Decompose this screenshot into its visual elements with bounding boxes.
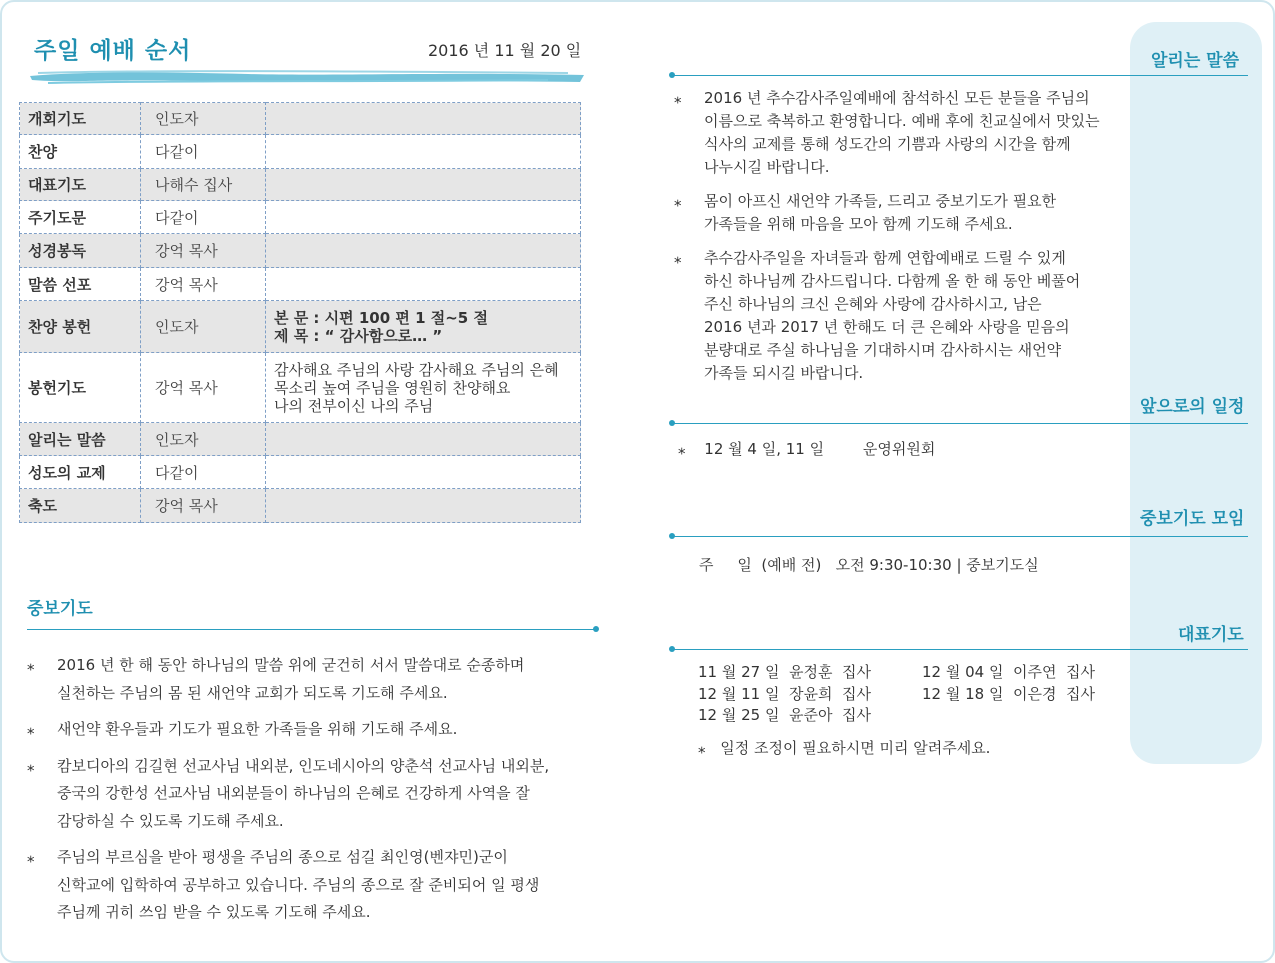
list-item-line: 하신 하나님께 감사드립니다. 다함께 올 한 해 동안 베풀어 [704, 272, 1081, 290]
bullet-star-icon: ⁎ [27, 848, 35, 866]
bullet-star-icon: ⁎ [27, 656, 35, 674]
rep-prayer-entry: 12 월 04 일 이주연 집사 [922, 663, 1095, 681]
list-item [674, 247, 1129, 385]
service-date: 2016 년 11 월 20 일 [428, 41, 582, 60]
order-leader: 강억 목사 [141, 268, 266, 301]
order-note-line: 본 문 : 시편 100 편 1 절~5 절 [274, 308, 488, 327]
list-item-line: 분량대로 주실 하나님을 기대하시며 감사하시는 새언약 [704, 341, 1062, 359]
announcements-rule [672, 75, 1248, 76]
list-item-line: 식사의 교제를 통해 성도간의 기쁨과 사랑의 시간을 함께 [704, 135, 1071, 153]
intercession-title: 중보기도 [27, 599, 93, 619]
rep-prayer-entry: 12 월 18 일 이은경 집사 [922, 684, 1095, 703]
list-item-line: 새언약 환우들과 기도가 필요한 가족들을 위해 기도해 주세요. [57, 720, 458, 738]
list-item-line: 중국의 강한성 선교사님 내외분들이 하나님의 은혜로 건강하게 사역을 잘 [57, 784, 530, 802]
list-item [674, 190, 1129, 236]
rep-prayer-column-right [922, 662, 1095, 705]
order-leader: 인도자 [141, 301, 266, 353]
prayer-meeting-rule [672, 536, 1248, 537]
upcoming-rule [672, 423, 1248, 424]
order-item: 성경봉독 [20, 234, 141, 268]
order-row [20, 301, 581, 353]
rep-prayer-note: ⁎ 일정 조정이 필요하시면 미리 알려주세요. [698, 739, 991, 757]
order-leader: 다같이 [141, 135, 266, 169]
intercession-rule [27, 629, 596, 630]
order-row [20, 234, 581, 268]
list-item-line: 캄보디아의 김길현 선교사님 내외분, 인도네시아의 양춘석 선교사님 내외분, [57, 756, 550, 775]
bullet-star-icon: ⁎ [698, 739, 706, 757]
bullet-star-icon: ⁎ [674, 249, 682, 267]
order-note [266, 423, 581, 456]
order-item: 개회기도 [20, 103, 141, 135]
order-leader: 나해수 집사 [141, 169, 266, 201]
order-note-line: 목소리 높여 주님을 영원히 찬양해요 [274, 378, 511, 397]
upcoming-item [678, 438, 935, 459]
intercession-list [27, 652, 597, 927]
rep-prayer-entry: 12 월 25 일 윤준아 집사 [698, 706, 871, 724]
order-note [266, 169, 581, 201]
announcements-list [674, 87, 1129, 385]
bullet-star-icon: ⁎ [674, 192, 682, 210]
order-leader: 강억 목사 [141, 489, 266, 523]
list-item-line: 가족들을 위해 마음을 모아 함께 기도해 주세요. [704, 215, 1013, 233]
list-item-line: 몸이 아프신 새언약 가족들, 드리고 중보기도가 필요한 [704, 192, 1057, 210]
list-item [674, 87, 1129, 179]
order-item: 성도의 교제 [20, 456, 141, 489]
intercession-rule-dot [593, 626, 599, 632]
rep-prayer-title: 대표기도 [1178, 625, 1244, 645]
rep-prayer-column-left [698, 662, 871, 727]
prayer-meeting-info: 주 일 (예배 전) 오전 9:30-10:30 | 중보기도실 [699, 556, 1039, 574]
list-item-line: 2016 년과 2017 년 한해도 더 큰 은혜와 사랑을 믿음의 [704, 318, 1070, 336]
rep-prayer-rule [672, 649, 1248, 650]
announcements-rule-dot [669, 72, 675, 78]
order-item: 봉헌기도 [20, 353, 141, 423]
order-note-line: 나의 전부이신 나의 주님 [274, 396, 434, 415]
order-note [266, 301, 581, 353]
list-item [27, 753, 597, 836]
order-leader: 다같이 [141, 456, 266, 489]
order-note-line: 감사해요 주님의 사랑 감사해요 주님의 은혜 [274, 360, 559, 379]
order-note [266, 103, 581, 135]
brush-stroke-decoration [28, 68, 586, 86]
order-note [266, 135, 581, 169]
list-item-line: 나누시길 바랍니다. [704, 158, 830, 176]
prayer-meeting-title: 중보기도 모임 [1140, 509, 1245, 529]
upcoming-event: 운영위원회 [862, 440, 936, 458]
order-row [20, 201, 581, 234]
bullet-star-icon: ⁎ [27, 756, 35, 775]
order-row [20, 268, 581, 301]
upcoming-rule-dot [669, 420, 675, 426]
list-item-line: 추수감사주일을 자녀들과 함께 연합예배로 드릴 수 있게 [704, 249, 1066, 267]
list-item-line: 이름으로 축복하고 환영합니다. 예배 후에 친교실에서 맛있는 [704, 112, 1100, 130]
order-leader: 강억 목사 [141, 353, 266, 423]
order-row [20, 135, 581, 169]
list-item-line: 주님께 귀히 쓰임 받을 수 있도록 기도해 주세요. [57, 903, 371, 921]
order-item: 찬양 [20, 135, 141, 169]
order-item: 주기도문 [20, 201, 141, 234]
announcements-title: 알리는 말씀 [1151, 51, 1240, 71]
order-note [266, 456, 581, 489]
order-note [266, 268, 581, 301]
page-title: 주일 예배 순서 [34, 38, 192, 64]
worship-order-table [19, 102, 581, 523]
list-item-line: 감당하실 수 있도록 기도해 주세요. [57, 811, 284, 830]
order-leader: 인도자 [141, 103, 266, 135]
order-leader: 다같이 [141, 201, 266, 234]
list-item-line: 가족들 되시길 바랍니다. [704, 364, 864, 382]
order-row [20, 103, 581, 135]
order-leader: 인도자 [141, 423, 266, 456]
order-item: 말씀 선포 [20, 268, 141, 301]
order-note [266, 234, 581, 268]
prayer-meeting-rule-dot [669, 533, 675, 539]
order-row [20, 489, 581, 523]
order-note [266, 489, 581, 523]
order-note [266, 353, 581, 423]
rep-prayer-entry: 11 월 27 일 윤정훈 집사 [698, 663, 871, 681]
list-item [27, 844, 597, 927]
list-item [27, 652, 597, 707]
order-item: 대표기도 [20, 169, 141, 201]
order-row [20, 423, 581, 456]
list-item-line: 신학교에 입학하여 공부하고 있습니다. 주님의 종으로 잘 준비되어 일 평생 [57, 875, 540, 894]
bullet-star-icon: ⁎ [678, 440, 686, 458]
order-note-line: 제 목 : “ 감사함으로… ” [274, 326, 443, 345]
order-row [20, 353, 581, 423]
rep-prayer-rule-dot [669, 646, 675, 652]
list-item-line: 2016 년 한 해 동안 하나님의 말씀 위에 굳건히 서서 말씀대로 순종하며 [57, 656, 525, 674]
upcoming-date: 12 월 4 일, 11 일 [704, 440, 825, 458]
list-item [27, 716, 597, 744]
order-note [266, 201, 581, 234]
list-item-line: 주신 하나님의 크신 은혜와 사랑에 감사하시고, 남은 [704, 295, 1042, 313]
order-row [20, 169, 581, 201]
bullet-star-icon: ⁎ [27, 720, 35, 738]
order-item: 축도 [20, 489, 141, 523]
list-item-line: 주님의 부르심을 받아 평생을 주님의 종으로 섬길 최인영(벤쟈민)군이 [57, 848, 508, 866]
upcoming-title: 앞으로의 일정 [1140, 397, 1245, 417]
order-item: 찬양 봉헌 [20, 301, 141, 353]
order-item: 알리는 말씀 [20, 423, 141, 456]
order-leader: 강억 목사 [141, 234, 266, 268]
order-row [20, 456, 581, 489]
list-item-line: 2016 년 추수감사주일예배에 참석하신 모든 분들을 주님의 [704, 89, 1090, 107]
bullet-star-icon: ⁎ [674, 89, 682, 107]
list-item-line: 실천하는 주님의 몸 된 새언약 교회가 되도록 기도해 주세요. [57, 683, 448, 702]
rep-prayer-entry: 12 월 11 일 장윤희 집사 [698, 684, 871, 703]
